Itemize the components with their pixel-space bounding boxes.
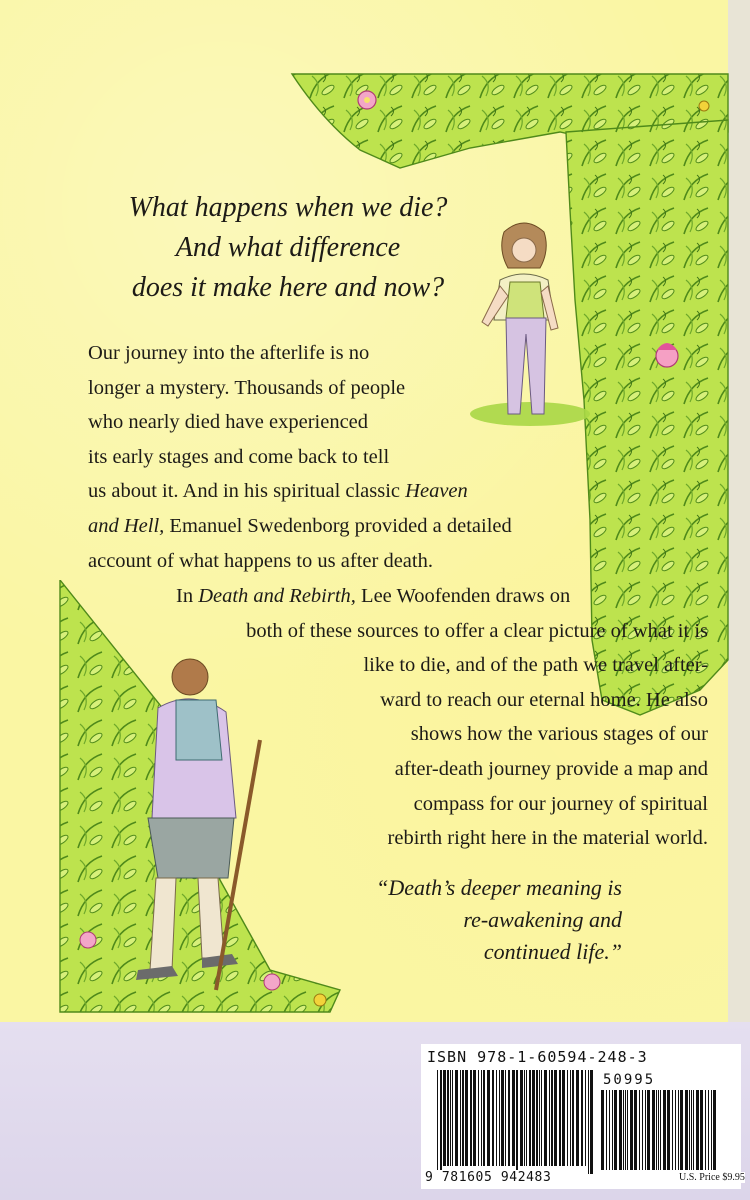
question-line: does it make here and now? [131, 272, 445, 303]
barcode-bar [625, 1090, 626, 1170]
barcode-bar [529, 1070, 531, 1166]
barcode-bar [675, 1090, 676, 1170]
barcode-bar [609, 1090, 610, 1170]
barcode-bar [567, 1070, 568, 1166]
barcode-bar [541, 1070, 542, 1166]
barcode-bar [539, 1070, 540, 1166]
barcode-bar [443, 1070, 446, 1166]
barcode-bar [501, 1070, 504, 1166]
barcode-bar [544, 1070, 547, 1166]
barcode-bar [465, 1070, 468, 1166]
text-line: who nearly died have experienced [88, 411, 369, 434]
text-line: account of what happens to us after death. [88, 549, 433, 572]
barcode-bar [619, 1090, 622, 1170]
barcode-bar [559, 1070, 561, 1166]
barcode-bar [460, 1070, 461, 1166]
barcode-bar [680, 1090, 683, 1170]
barcode-bar [492, 1070, 494, 1166]
barcode-bar [645, 1090, 646, 1170]
text-line: ward to reach our eternal home. He also [380, 688, 708, 711]
description-paragraph-1 [88, 336, 512, 578]
barcode-bar [678, 1090, 679, 1170]
barcode-bar [581, 1070, 583, 1166]
barcode-bar [455, 1070, 458, 1166]
description-paragraph-2 [88, 579, 708, 856]
text-line: rebirth right here in the material world. [387, 827, 708, 850]
barcode-bar [667, 1090, 670, 1170]
barcode-bar [689, 1090, 690, 1170]
barcode-bar [606, 1090, 607, 1170]
barcode-bar [612, 1090, 613, 1170]
text-line: after-death journey provide a map and [394, 757, 708, 780]
barcode-bar [585, 1070, 586, 1166]
question-line: And what difference [175, 232, 401, 263]
barcode-bar [437, 1070, 438, 1174]
isbn-barcode [421, 1044, 745, 1189]
barcode-bar [685, 1090, 688, 1170]
barcode-bar [470, 1070, 472, 1166]
text-line: both of these sources to offer a clear picture of what it is [246, 619, 708, 642]
barcode-bar [590, 1070, 593, 1174]
barcode-bar [524, 1070, 525, 1166]
us-price: U.S. Price $9.95 [679, 1172, 745, 1183]
barcode-bar [536, 1070, 538, 1166]
barcode-bars [435, 1070, 595, 1176]
barcode-bar [658, 1090, 659, 1170]
barcode-bar [447, 1070, 449, 1166]
barcode-bar [623, 1090, 624, 1170]
isbn-text: ISBN 978-1-60594-248-3 [427, 1048, 648, 1066]
text-line: and Hell, Emanuel Swedenborg provided a detailed [88, 514, 512, 537]
barcode-bar [572, 1070, 574, 1166]
barcode-bar [487, 1070, 490, 1166]
yellow-flower-icon [314, 994, 326, 1006]
barcode-bar [526, 1070, 527, 1166]
barcode-bar [570, 1070, 571, 1166]
barcode-bar [508, 1070, 510, 1166]
addon-barcode-bars [599, 1090, 719, 1176]
barcode-bar [691, 1090, 692, 1170]
barcode-bar [672, 1090, 673, 1170]
barcode-bar [705, 1090, 706, 1170]
text-line: us about it. And in his spiritual classic Heaven [88, 480, 468, 503]
barcode-bar [532, 1070, 535, 1166]
text-line: Our journey into the afterlife is no [88, 342, 370, 364]
barcode-bar [652, 1090, 655, 1170]
barcode-bar [452, 1070, 453, 1166]
barcode-bar [551, 1070, 553, 1166]
barcode-bar [462, 1070, 464, 1166]
barcode-bar [708, 1090, 709, 1170]
quote-line: continued life.” [483, 939, 622, 964]
barcode-bar [656, 1090, 657, 1170]
barcode-bar [554, 1070, 557, 1166]
quote-line: re-awakening and [463, 907, 622, 932]
barcode-bar [483, 1070, 485, 1166]
barcode-bar [660, 1090, 661, 1170]
barcode-bar [496, 1070, 497, 1166]
barcode-bar [473, 1070, 476, 1166]
barcode-bar [562, 1070, 565, 1166]
barcode-bar [700, 1090, 703, 1170]
barcode-digits: 9 781605 942483 [425, 1170, 552, 1185]
pink-flower-icon [358, 91, 376, 109]
barcode-bar [614, 1090, 617, 1170]
text-line: compass for our journey of spiritual [413, 792, 708, 815]
barcode-bar [639, 1090, 640, 1170]
barcode-bar [520, 1070, 523, 1166]
text-line: its early stages and come back to tell [88, 445, 390, 468]
barcode-bar [499, 1070, 500, 1166]
barcode-bar [450, 1070, 451, 1166]
question-line: What happens when we die? [128, 192, 448, 223]
text-line: like to die, and of the path we travel after- [363, 654, 708, 677]
question-heading [118, 188, 458, 308]
barcode-bar [516, 1070, 518, 1174]
barcode-bar [627, 1090, 628, 1170]
barcode-bar [634, 1090, 637, 1170]
barcode-bar [601, 1090, 604, 1170]
barcode-bar [440, 1070, 442, 1174]
barcode-bar [576, 1070, 579, 1166]
barcode-bar [647, 1090, 650, 1170]
price-addon-code: 50995 [603, 1072, 656, 1088]
text-line: In Death and Rebirth, Lee Woofenden draws on [176, 585, 571, 607]
quote-line: “Death’s deeper meaning is [376, 875, 622, 900]
yellow-flower-icon [699, 101, 709, 111]
barcode-bar [549, 1070, 550, 1166]
barcode-bar [478, 1070, 479, 1166]
barcode-bar [693, 1090, 694, 1170]
barcode-bar [588, 1070, 589, 1174]
text-line: longer a mystery. Thousands of people [88, 376, 406, 399]
barcode-bar [512, 1070, 515, 1166]
pull-quote [372, 872, 622, 968]
barcode-bar [642, 1090, 643, 1170]
barcode-bar [481, 1070, 482, 1166]
barcode-bar [711, 1090, 712, 1170]
text-line: shows how the various stages of our [410, 723, 708, 746]
barcode-bar [630, 1090, 633, 1170]
barcode-bar [505, 1070, 506, 1166]
barcode-bar [713, 1090, 716, 1170]
barcode-bar [696, 1090, 699, 1170]
barcode-bar [663, 1090, 666, 1170]
